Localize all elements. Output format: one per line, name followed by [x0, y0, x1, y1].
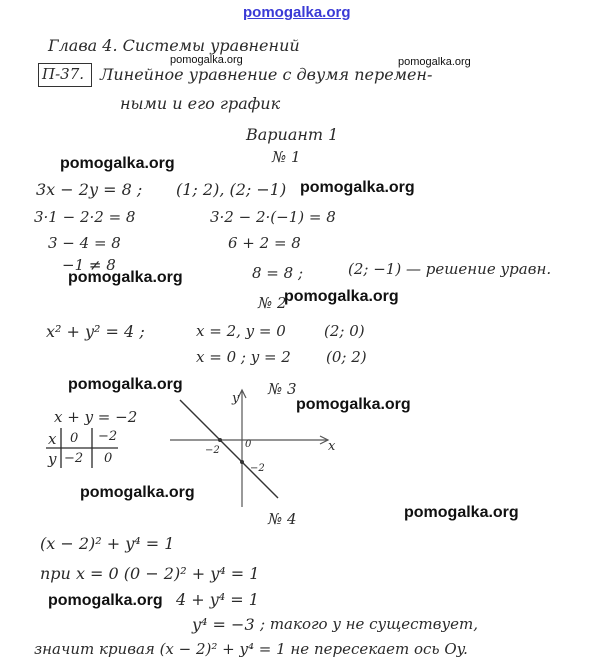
task1-points: (1; 2), (2; −1): [176, 180, 287, 199]
tick-x-label: −2: [205, 445, 220, 456]
variant-label: Вариант 1: [246, 125, 339, 144]
axis-x-label: x: [328, 439, 336, 454]
task2-solution2: x = 0 ; y = 2: [196, 348, 291, 366]
task1-check1-line1: 3·1 − 2·2 = 8: [34, 208, 136, 226]
watermark: pomogalka.org: [398, 56, 471, 68]
watermark: pomogalka.org: [284, 288, 399, 305]
task1-check1-line3: −1 ≠ 8: [62, 256, 116, 274]
table-y-value: 0: [104, 451, 113, 466]
task2-solution1-pair: (2; 0): [324, 322, 365, 340]
axis-y-label: y: [232, 391, 240, 406]
lesson-code: П-37.: [42, 65, 85, 83]
task4-equation: (x − 2)² + y⁴ = 1: [40, 534, 175, 553]
tick-y-label: −2: [250, 463, 265, 474]
task3-number: № 3: [268, 380, 297, 398]
site-link[interactable]: pomogalka.org: [243, 4, 351, 21]
task4-step3-tail: ; такого y не существует,: [260, 615, 479, 633]
intercept-point-y: [240, 460, 244, 464]
task3-equation: x + y = −2: [54, 408, 138, 426]
task2-equation: x² + y² = 4 ;: [46, 322, 145, 341]
table-x-label: x: [48, 430, 57, 448]
task1-equation: 3x − 2y = 8 ;: [36, 180, 143, 199]
task1-check2-line1: 3·2 − 2·(−1) = 8: [210, 208, 336, 226]
task4-number: № 4: [268, 510, 297, 528]
origin-label: 0: [245, 439, 252, 450]
lesson-title-line1: Линейное уравнение с двумя перемен-: [100, 65, 433, 84]
task1-answer: (2; −1) — решение уравн.: [348, 260, 552, 278]
function-line: [180, 400, 278, 498]
table-x-value: −2: [98, 429, 118, 444]
watermark: pomogalka.org: [170, 54, 243, 66]
watermark: pomogalka.org: [404, 504, 519, 521]
lesson-title-line2: ными и его график: [120, 94, 281, 113]
task4-conclusion: значит кривая (x − 2)² + y⁴ = 1 не пересекает ось Oy.: [34, 640, 468, 658]
watermark: pomogalka.org: [48, 592, 163, 609]
intercept-point-x: [218, 438, 222, 442]
watermark: pomogalka.org: [68, 376, 183, 393]
task1-check2-line3: 8 = 8 ;: [252, 264, 304, 282]
chapter-title: Глава 4. Системы уравнений: [48, 36, 300, 55]
task4-step3: y⁴ = −3: [192, 615, 255, 634]
task4-step2: 4 + y⁴ = 1: [176, 590, 259, 609]
task4-step1: при x = 0 (0 − 2)² + y⁴ = 1: [40, 564, 260, 583]
task1-check2-line2: 6 + 2 = 8: [228, 234, 301, 252]
task2-solution1: x = 2, y = 0: [196, 322, 286, 340]
table-y-label: y: [48, 450, 57, 468]
watermark: pomogalka.org: [80, 484, 195, 501]
task2-solution2-pair: (0; 2): [326, 348, 367, 366]
task2-number: № 2: [258, 294, 287, 312]
table-x-value: 0: [70, 431, 79, 446]
watermark: pomogalka.org: [60, 155, 175, 172]
table-y-value: −2: [64, 451, 84, 466]
watermark: pomogalka.org: [296, 396, 411, 413]
task1-check1-line2: 3 − 4 = 8: [48, 234, 121, 252]
watermark: pomogalka.org: [68, 269, 183, 286]
watermark: pomogalka.org: [300, 179, 415, 196]
task1-number: № 1: [272, 148, 301, 166]
